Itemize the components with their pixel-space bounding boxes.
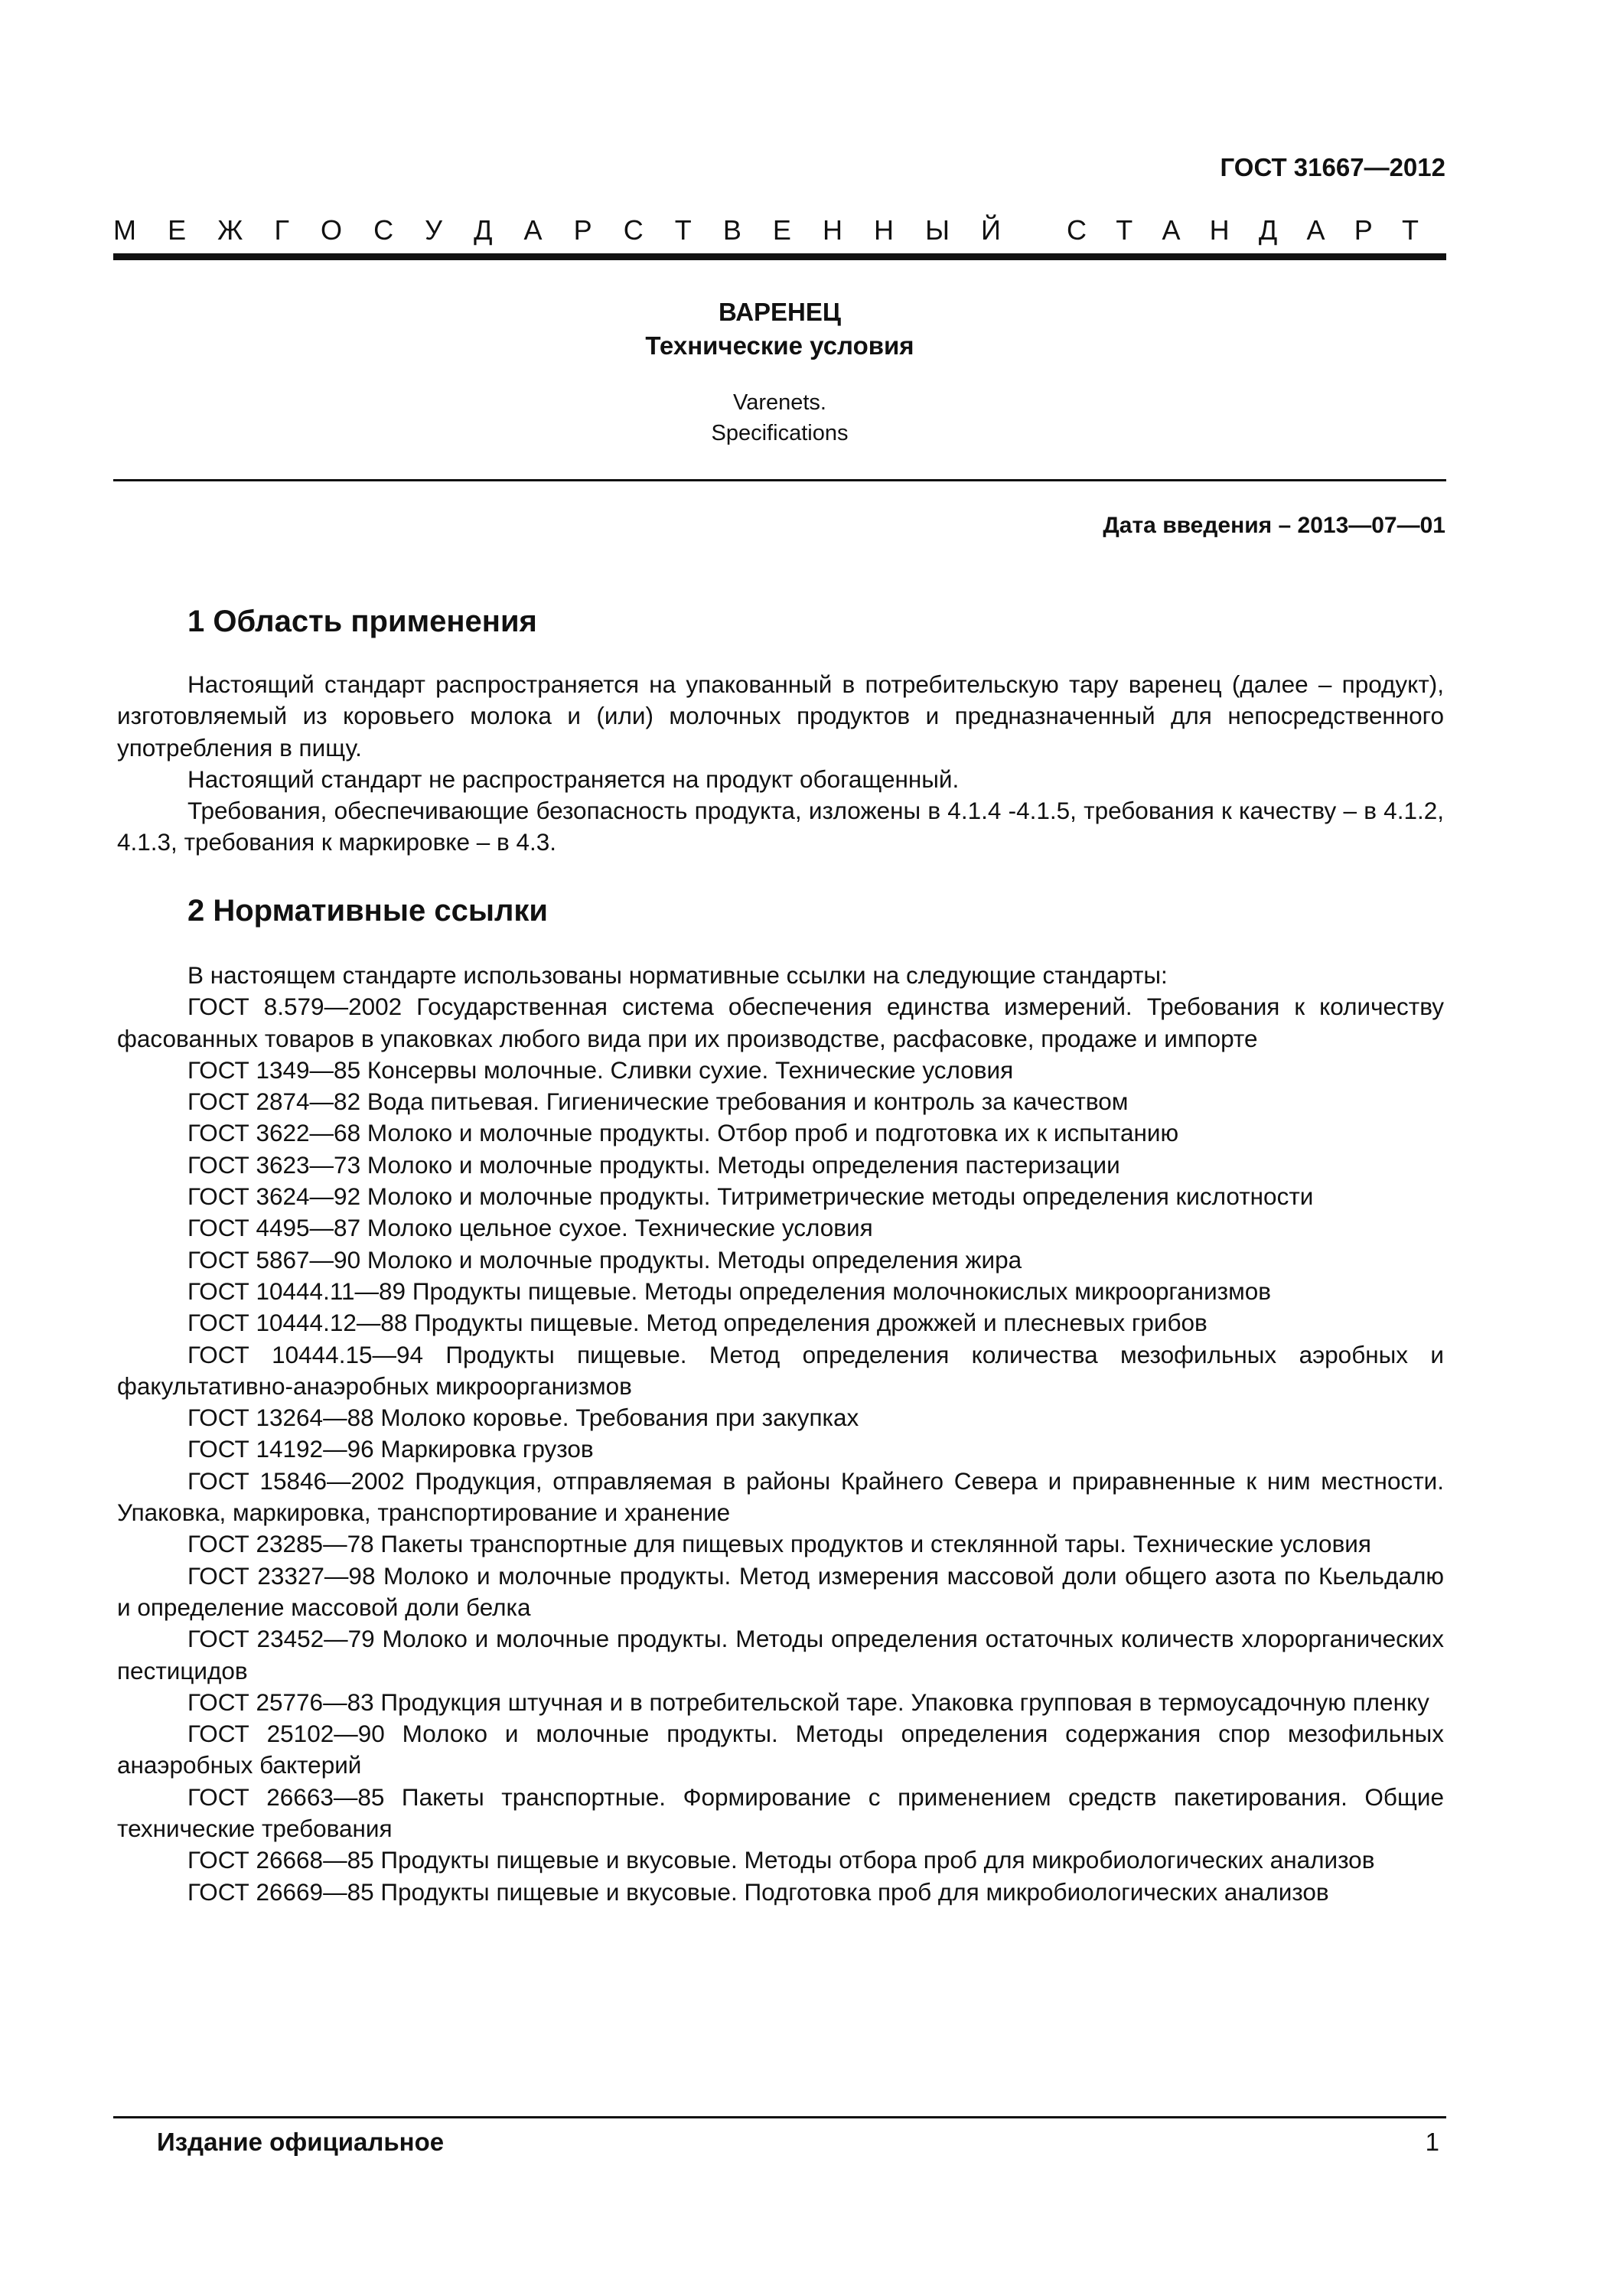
section-heading-references: 2 Нормативные ссылки [187,894,549,928]
reference-item: ГОСТ 25102—90 Молоко и молочные продукты. Методы определения содержания спор мезофильных анаэробных бактерий [117,1720,1444,1779]
reference-item: ГОСТ 4495—87 Молоко цельное сухое. Технические условия [187,1214,873,1242]
reference-item: ГОСТ 23285—78 Пакеты транспортные для пищевых продуктов и стеклянной тары. Технические условия [187,1530,1371,1558]
reference-item: ГОСТ 26669—85 Продукты пищевые и вкусовые. Подготовка проб для микробиологических анализов [187,1877,1329,1906]
section-heading-scope: 1 Область применения [187,605,537,638]
interstate-word [113,214,1001,246]
standard-word [1067,214,1419,246]
reference-item: ГОСТ 23327—98 Молоко и молочные продукты. Метод измерения массовой доли общего азота по Кьельдалю и определение массовой доли белка [117,1561,1444,1621]
footer-divider [113,2116,1446,2118]
letter: А [1162,214,1181,246]
letter: С [1067,214,1087,246]
title-ru-line2: Технические условия [645,331,914,360]
reference-item: ГОСТ 5867—90 Молоко и молочные продукты. Методы определения жира [187,1245,1022,1274]
reference-item: ГОСТ 25776—83 Продукция штучная и в потребительской таре. Упаковка групповая в термоусадочную пленку [187,1688,1429,1716]
letter: Н [1209,214,1230,246]
reference-item: ГОСТ 13264—88 Молоко коровье. Требования при закупках [187,1404,859,1432]
reference-item: ГОСТ 8.579—2002 Государственная система обеспечения единства измерений. Требования к количеству фасованных товаров в упаковках любого вида при их производстве, расфасовке, продаже и импорте [117,993,1444,1052]
document-title [113,295,1446,363]
letter: Ж [217,214,243,246]
paragraph: Настоящий стандарт распространяется на упакованный в потребительскую тару варенец (далее – продукт), изготовляемый из коровьего молока и (или) молочных продуктов и предназначенный для непосредственного употребления в пищу. [117,670,1444,762]
letter: А [523,214,543,246]
letter: Т [674,214,692,246]
letter: В [722,214,741,246]
letter: Д [474,214,493,246]
letter: С [623,214,644,246]
reference-item: ГОСТ 10444.15—94 Продукты пищевые. Метод определения количества мезофильных аэробных и факультативно-анаэробных микроорганизмов [117,1340,1444,1400]
interstate-standard-heading [113,214,1440,246]
introduction-date: Дата введения – 2013—07—01 [1103,513,1445,538]
letter: Ы [925,214,950,246]
letter: Т [1116,214,1133,246]
reference-item: ГОСТ 10444.11—89 Продукты пищевые. Методы определения молочнокислых микроорганизмов [187,1277,1272,1305]
title-ru-line1: ВАРЕНЕЦ [719,298,841,326]
reference-item: ГОСТ 15846—2002 Продукция, отправляемая в районы Крайнего Севера и приравненные к ним местности. Упаковка, маркировка, транспортирование и хранение [117,1466,1444,1527]
reference-item: ГОСТ 26668—85 Продукты пищевые и вкусовые. Методы отбора проб для микробиологических анализов [187,1846,1375,1874]
reference-item: ГОСТ 3622—68 Молоко и молочные продукты. Отбор проб и подготовка их к испытанию [187,1119,1179,1147]
letter: Д [1258,214,1278,246]
paragraph: Настоящий стандарт не распространяется на продукт обогащенный. [187,765,960,793]
letter: У [425,214,443,246]
letter: Г [274,214,289,246]
official-edition-label: Издание официальное [157,2128,445,2156]
title-divider [113,479,1446,481]
header-divider [113,253,1446,260]
section-scope-text [117,669,1444,859]
paragraph: Требования, обеспечивающие безопасность продукта, изложены в 4.1.4 -4.1.5, требования к качеству – в 4.1.2, 4.1.3, требования к маркировке – в 4.3. [117,797,1444,856]
letter: Р [573,214,592,246]
reference-item: ГОСТ 14192—96 Маркировка грузов [187,1435,594,1463]
letter: Т [1401,214,1419,246]
page-number: 1 [1425,2128,1439,2156]
reference-item: ГОСТ 23452—79 Молоко и молочные продукты. Методы определения остаточных количеств хлорорганических пестицидов [117,1625,1444,1684]
letter: Н [822,214,842,246]
reference-item: ГОСТ 3623—73 Молоко и молочные продукты. Методы определения пастеризации [187,1150,1120,1179]
reference-item: ГОСТ 3624—92 Молоко и молочные продукты. Титриметрические методы определения кислотности [187,1182,1314,1211]
paragraph: В настоящем стандарте использованы нормативные ссылки на следующие стандарты: [187,961,1168,989]
letter: А [1306,214,1325,246]
letter: Й [981,214,1001,246]
reference-item: ГОСТ 26663—85 Пакеты транспортные. Формирование с применением средств пакетирования. Общие технические требования [117,1782,1444,1843]
letter: Е [168,214,187,246]
document-title-english [113,387,1446,448]
letter: С [373,214,394,246]
letter: Р [1354,214,1373,246]
reference-item: ГОСТ 2874—82 Вода питьевая. Гигиенические требования и контроль за качеством [187,1088,1129,1116]
letter: М [113,214,136,246]
letter: О [321,214,343,246]
reference-item: ГОСТ 1349—85 Консервы молочные. Сливки сухие. Технические условия [187,1055,1014,1084]
letter: Н [874,214,895,246]
gost-code: ГОСТ 31667—2012 [1220,153,1445,181]
title-en-line1: Varenets. [733,390,826,415]
reference-item: ГОСТ 10444.12—88 Продукты пищевые. Метод определения дрожжей и плесневых грибов [187,1309,1207,1337]
letter: Е [772,214,791,246]
section-references-text [117,960,1444,1908]
title-en-line2: Specifications [711,421,849,445]
